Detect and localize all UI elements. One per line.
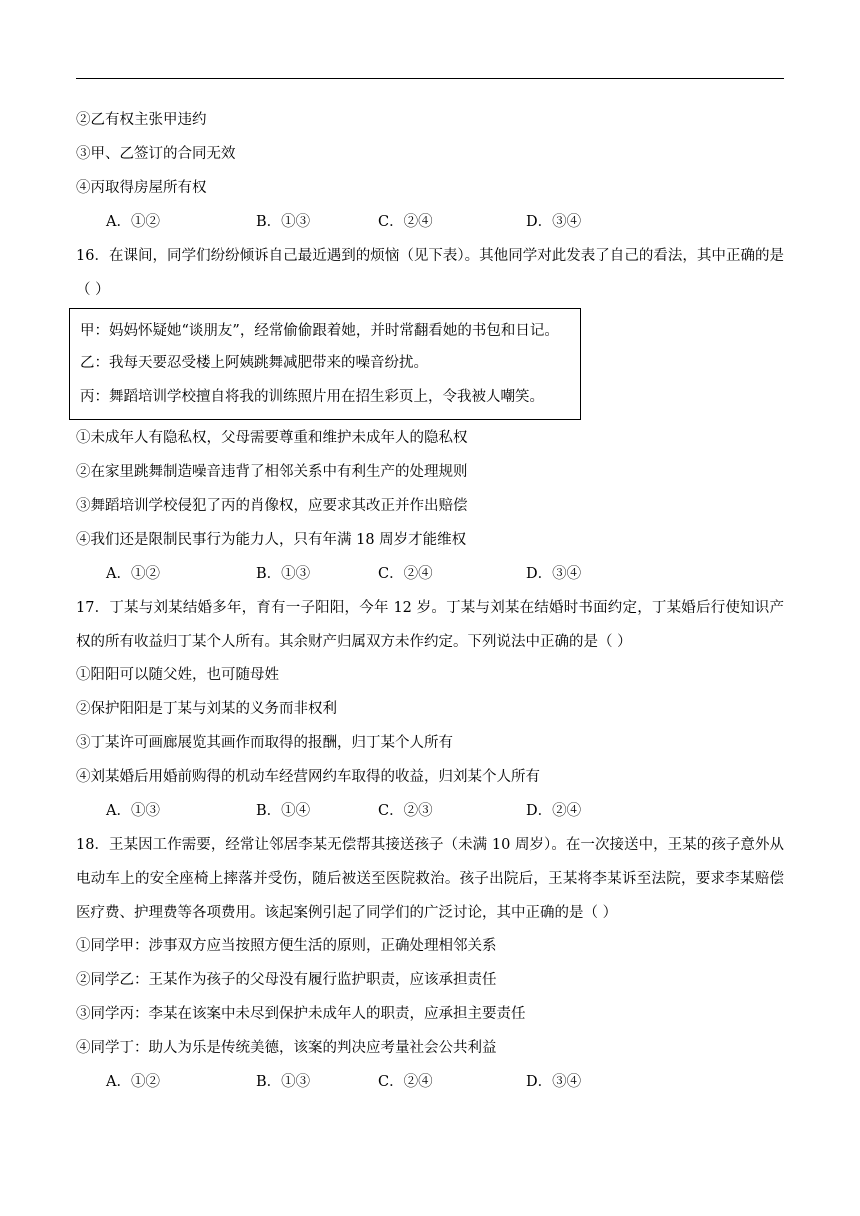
option-d: D．③④: [526, 214, 582, 230]
statement-2: ②乙有权主张甲违约: [76, 112, 207, 128]
option-c: C．②④: [378, 566, 433, 582]
option-c: C．②④: [378, 1074, 433, 1090]
statement-2: ②保护阳阳是丁某与刘某的义务而非权利: [76, 701, 337, 717]
option-a: A．①②: [106, 1074, 160, 1090]
statement-3: ③丁某许可画廊展览其画作而取得的报酬，归丁某个人所有: [76, 735, 453, 751]
option-b: B．①③: [256, 566, 311, 582]
statement-3: ③舞蹈培训学校侵犯了丙的肖像权，应要求其改正并作出赔偿: [76, 498, 468, 514]
statement-3: ③甲、乙签订的合同无效: [76, 146, 236, 162]
statement-1: ①未成年人有隐私权，父母需要尊重和维护未成年人的隐私权: [76, 430, 468, 446]
option-b: B．①④: [256, 803, 311, 819]
option-a: A．①②: [106, 214, 160, 230]
question-16-stem: 16．在课间，同学们纷纷倾诉自己最近遇到的烦恼（见下表）。其他同学对此发表了自己的看法，其中正确的是（ ）: [76, 248, 784, 298]
option-b: B．①③: [256, 1074, 311, 1090]
option-b: B．①③: [256, 214, 311, 230]
question-16-table: [69, 308, 581, 420]
question-17-stem: 17．丁某与刘某结婚多年，育有一子阳阳，今年 12 岁。丁某与刘某在结婚时书面约定，丁某婚后行使知识产权的所有收益归丁某个人所有。其余财产归属双方未作约定。下列说法中正确的是（ ）: [76, 600, 784, 650]
option-c: C．②④: [378, 214, 433, 230]
table-row-yi: 乙：我每天要忍受楼上阿姨跳舞减肥带来的噪音纷扰。: [80, 355, 428, 371]
statement-2: ②在家里跳舞制造噪音违背了相邻关系中有利生产的处理规则: [76, 464, 468, 480]
table-row-bing: 丙：舞蹈培训学校擅自将我的训练照片用在招生彩页上，令我被人嘲笑。: [80, 389, 544, 405]
statement-4: ④我们还是限制民事行为能力人，只有年满 18 周岁才能维权: [76, 532, 467, 548]
header-rule: [76, 78, 784, 79]
option-d: D．②④: [526, 803, 582, 819]
option-c: C．②③: [378, 803, 433, 819]
statement-4: ④刘某婚后用婚前购得的机动车经营网约车取得的收益，归刘某个人所有: [76, 769, 540, 785]
statement-1: ①阳阳可以随父姓，也可随母姓: [76, 667, 279, 683]
statement-4: ④丙取得房屋所有权: [76, 180, 207, 196]
table-row-jia: 甲：妈妈怀疑她“谈朋友”，经常偷偷跟着她，并时常翻看她的书包和日记。: [80, 323, 559, 339]
statement-2: ②同学乙：王某作为孩子的父母没有履行监护职责，应该承担责任: [76, 972, 497, 988]
option-a: A．①②: [106, 566, 160, 582]
option-a: A．①③: [106, 803, 160, 819]
question-18-stem: 18．王某因工作需要，经常让邻居李某无偿帮其接送孩子（未满 10 周岁）。在一次接送中，王某的孩子意外从电动车上的安全座椅上摔落并受伤，随后被送至医院救治。孩子出院后，王某将李某诉至法院，要求李某赔偿医疗费、护理费等各项费用。该起案例引起了同学们的广泛讨论，其中正确的是（ ）: [76, 837, 784, 921]
statement-4: ④同学丁：助人为乐是传统美德，该案的判决应考量社会公共利益: [76, 1040, 497, 1056]
statement-1: ①同学甲：涉事双方应当按照方便生活的原则，正确处理相邻关系: [76, 938, 497, 954]
statement-3: ③同学丙：李某在该案中未尽到保护未成年人的职责，应承担主要责任: [76, 1006, 526, 1022]
option-d: D．③④: [526, 566, 582, 582]
option-d: D．③④: [526, 1074, 582, 1090]
